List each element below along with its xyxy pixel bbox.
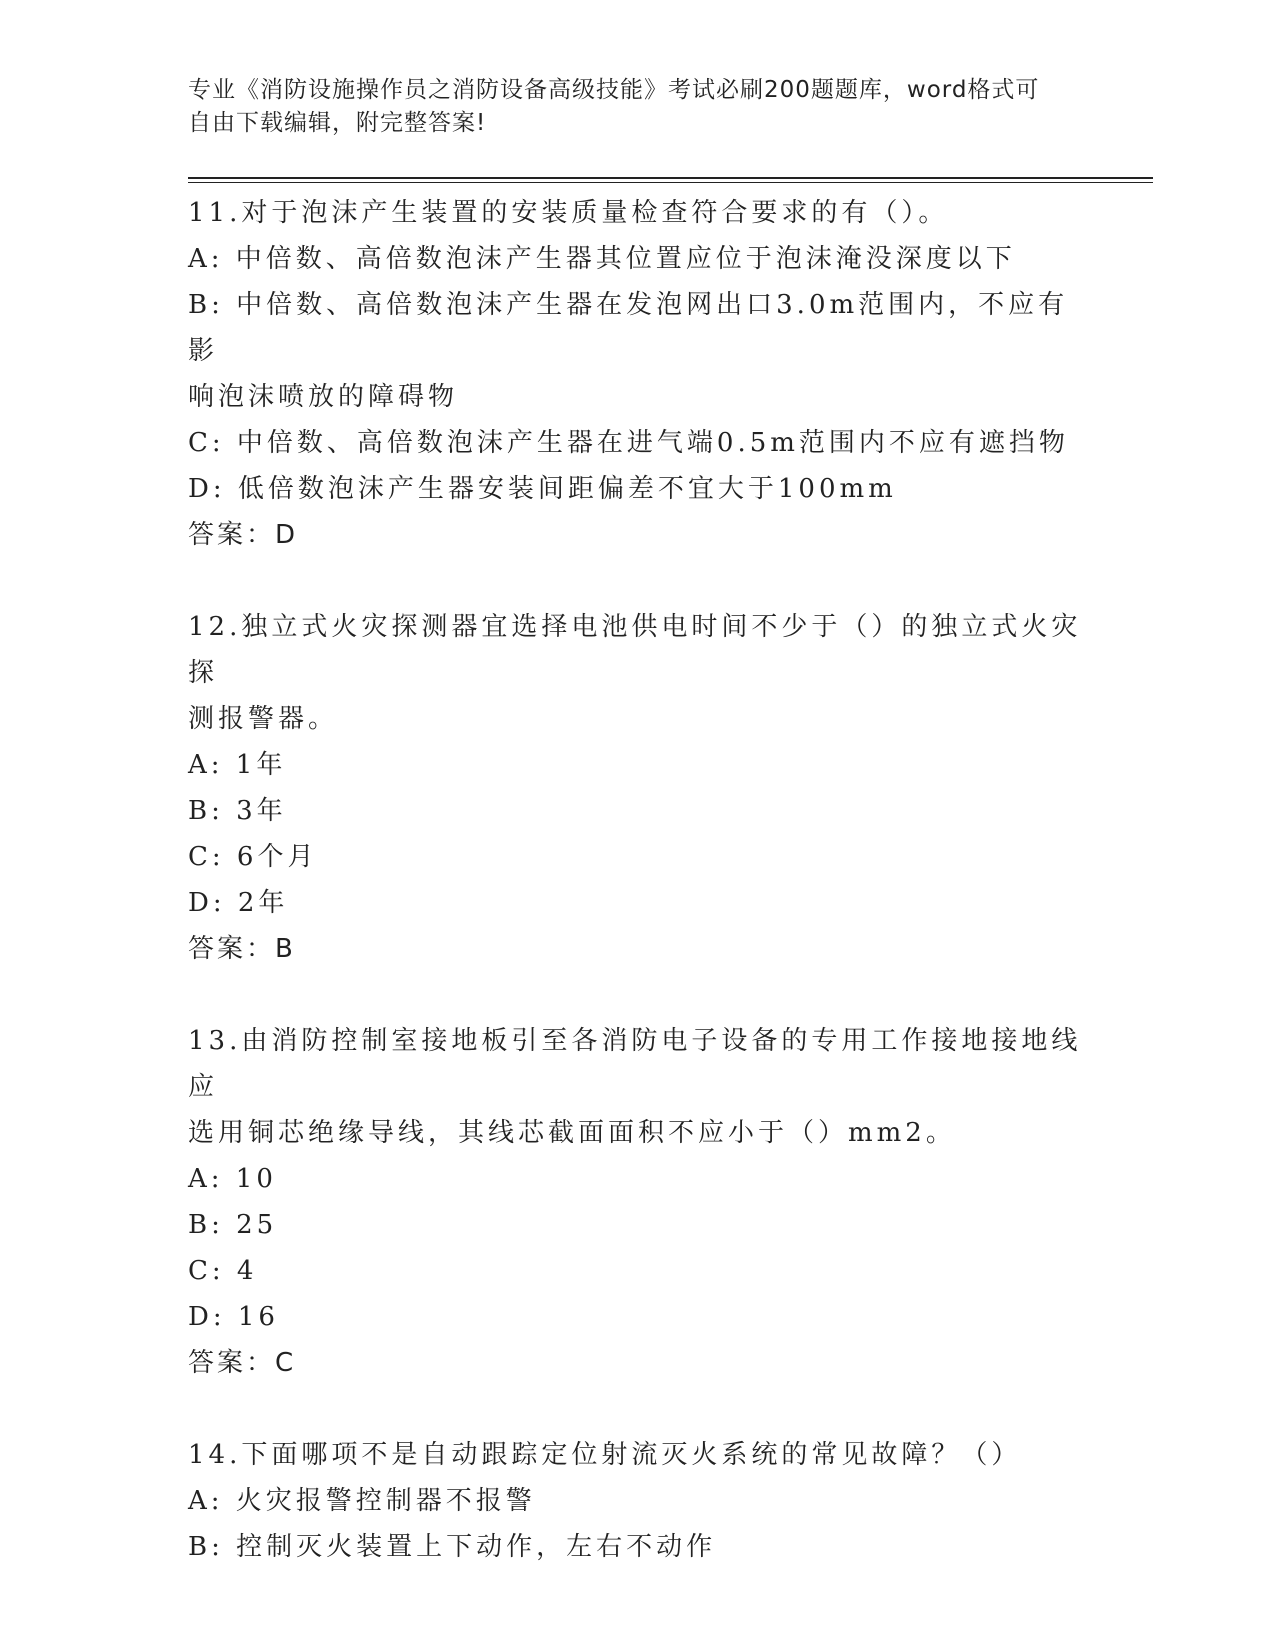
question-option: C: 6个月 [188,842,318,872]
question-option: B: 控制灭火装置上下动作，左右不动作 [188,1532,717,1562]
question-list [188,190,1088,1570]
question-option: D: 低倍数泡沫产生器安装间距偏差不宜大于100mm [188,474,897,504]
question-spacer [188,1386,1088,1432]
header-line-1: 专业《消防设施操作员之消防设备高级技能》考试必刷200题题库，word格式可 [188,77,1040,103]
header-rule-thin [188,182,1153,183]
question-stem: 选用铜芯绝缘导线，其线芯截面面积不应小于（）mm2。 [188,1118,956,1148]
question-option: A: 10 [188,1164,277,1194]
question-spacer [188,558,1088,604]
question-option: B: 中倍数、高倍数泡沫产生器在发泡网出口3.0m范围内，不应有影 [188,290,1069,366]
question-answer: 答案：B [188,934,296,964]
question-answer: 答案：C [188,1348,297,1378]
question-option: 响泡沫喷放的障碍物 [188,382,459,412]
question-answer: 答案：D [188,520,299,550]
question-stem: 11.对于泡沫产生装置的安装质量检查符合要求的有（）。 [188,198,949,228]
question-spacer [188,972,1088,1018]
header-line-2: 自由下载编辑，附完整答案! [188,110,487,136]
question-block [188,1018,1088,1386]
question-option: A: 中倍数、高倍数泡沫产生器其位置应位于泡沫淹没深度以下 [188,244,1016,274]
document-header [188,74,1068,140]
question-stem: 14.下面哪项不是自动跟踪定位射流灭火系统的常见故障？（） [188,1440,1022,1470]
question-option: B: 3年 [188,796,287,826]
question-option: A: 火灾报警控制器不报警 [188,1486,536,1516]
question-stem: 13.由消防控制室接地板引至各消防电子设备的专用工作接地接地线应 [188,1026,1082,1102]
question-option: C: 4 [188,1256,258,1286]
question-option: D: 16 [188,1302,279,1332]
question-stem: 12.独立式火灾探测器宜选择电池供电时间不少于（）的独立式火灾探 [188,612,1082,688]
question-option: A: 1年 [188,750,287,780]
question-option: C: 中倍数、高倍数泡沫产生器在进气端0.5m范围内不应有遮挡物 [188,428,1069,458]
header-rule-thick [188,177,1153,179]
question-block [188,1432,1088,1570]
question-stem: 测报警器。 [188,704,339,734]
question-block [188,190,1088,558]
question-option: D: 2年 [188,888,289,918]
question-block [188,604,1088,972]
question-option: B: 25 [188,1210,278,1240]
